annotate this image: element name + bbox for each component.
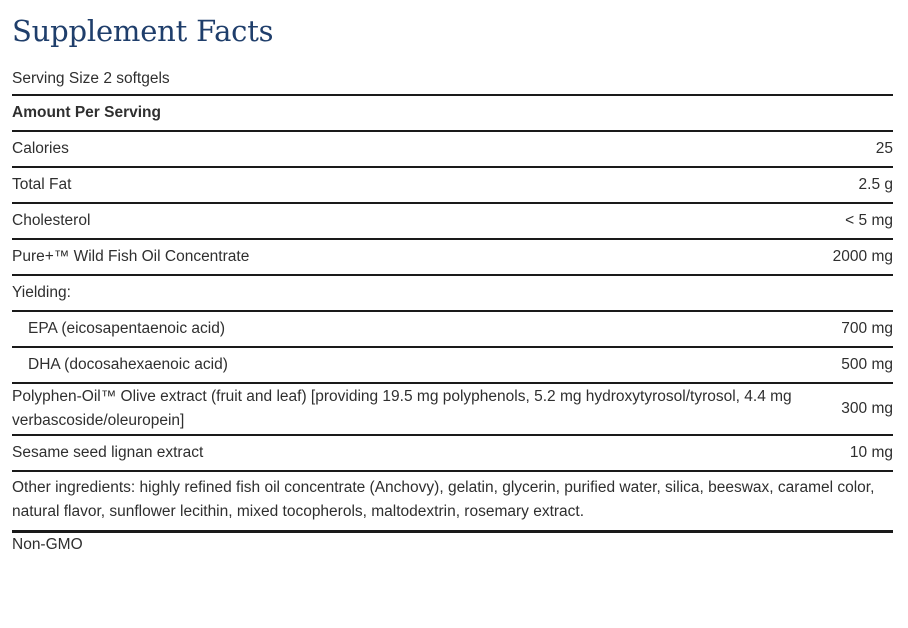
row-label: Polyphen-Oil™ Olive extract (fruit and leaf) [providing 19.5 mg polyphenols, 5.2 mg hydroxytyrosol/tyrosol, 4.4 mg verbascoside/oleuropein] <box>12 388 792 429</box>
row-dha <box>12 348 893 384</box>
amount-per-serving-label: Amount Per Serving <box>12 104 161 121</box>
row-label: Yielding: <box>12 284 71 301</box>
row-total-fat <box>12 168 893 204</box>
row-epa <box>12 312 893 348</box>
row-label: Sesame seed lignan extract <box>12 444 204 461</box>
panel-title: Supplement Facts <box>12 14 274 48</box>
row-olive-extract <box>12 384 893 436</box>
row-calories <box>12 132 893 168</box>
non-gmo-note: Non-GMO <box>12 536 83 553</box>
row-value: < 5 mg <box>845 212 893 229</box>
row-fish-oil <box>12 240 893 276</box>
row-value: 25 <box>875 140 893 157</box>
other-ingredients: Other ingredients: highly refined fish oil concentrate (Anchovy), gelatin, glycerin, purified water, silica, beeswax, caramel color, natural flavor, sunflower lecithin, mixed tocopherols, maltodextrin, rosemary extract. <box>12 472 893 533</box>
row-label: DHA (docosahexaenoic acid) <box>28 356 228 373</box>
row-label: Calories <box>12 140 69 157</box>
amount-header-row <box>12 96 893 132</box>
row-value: 2.5 g <box>858 176 893 193</box>
row-label: Cholesterol <box>12 212 91 229</box>
row-label: EPA (eicosapentaenoic acid) <box>28 320 226 337</box>
supplement-facts-panel <box>12 0 893 555</box>
row-value: 300 mg <box>841 400 893 417</box>
row-yielding <box>12 276 893 312</box>
row-label: Total Fat <box>12 176 72 193</box>
row-sesame-lignan <box>12 436 893 472</box>
row-value: 2000 mg <box>832 248 893 265</box>
row-value: 700 mg <box>841 320 893 337</box>
row-cholesterol <box>12 204 893 240</box>
row-value: 500 mg <box>841 356 893 373</box>
serving-size: Serving Size 2 softgels <box>12 70 170 87</box>
row-label: Pure+™ Wild Fish Oil Concentrate <box>12 248 250 265</box>
row-value: 10 mg <box>849 444 893 461</box>
